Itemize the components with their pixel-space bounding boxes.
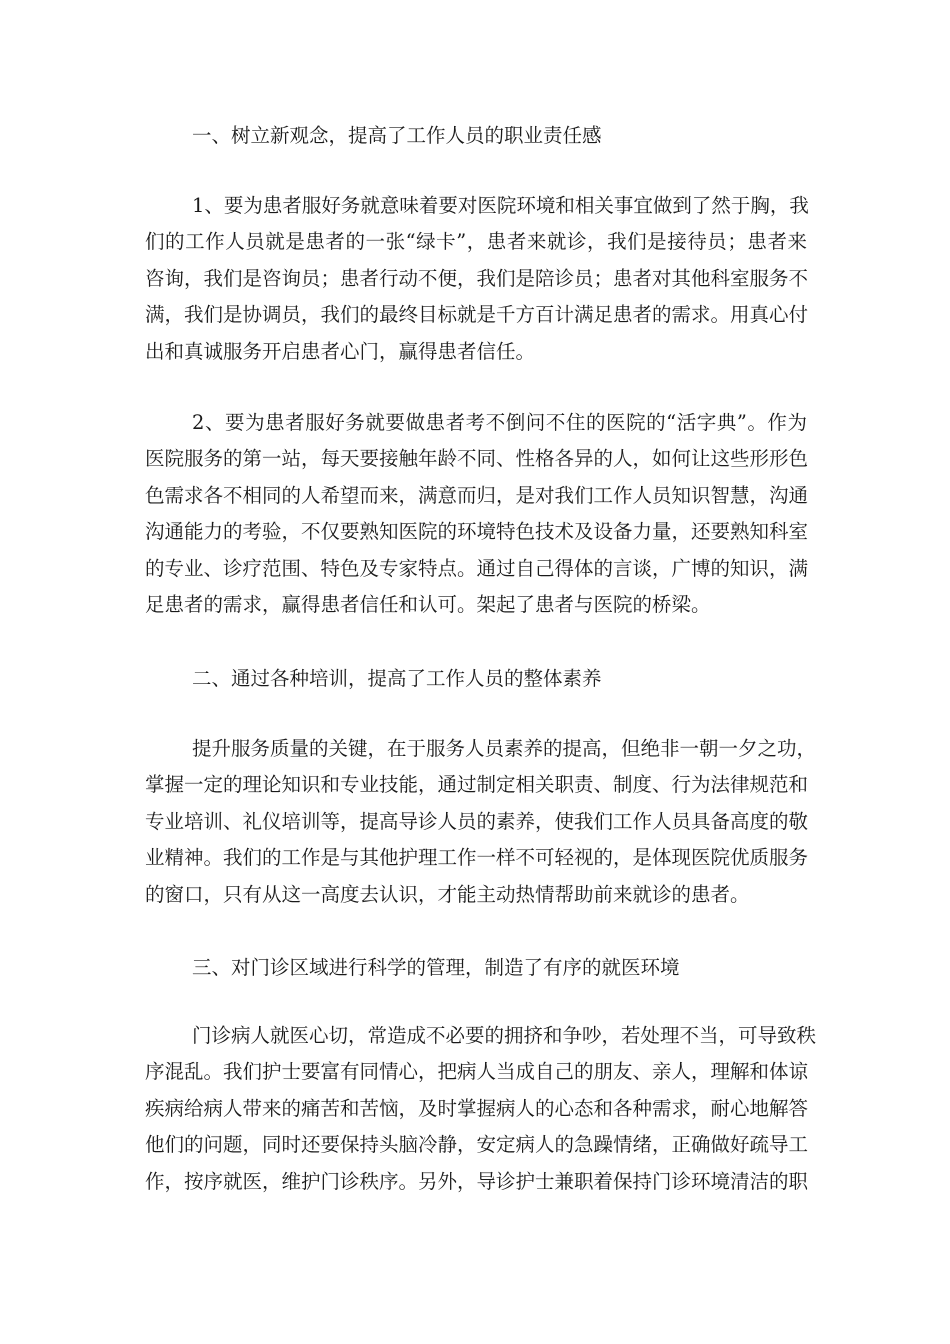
paragraph-line: 满，我们是协调员，我们的最终目标就是千方百计满足患者的需求。用真心付 <box>145 303 809 327</box>
paragraph-line: 色需求各不相同的人希望而来，满意而归，是对我们工作人员知识智慧，沟通 <box>145 483 809 507</box>
paragraph-line: 1、要为患者服好务就意味着要对医院环境和相关事宜做到了然于胸，我 <box>192 194 809 217</box>
paragraph-1-2 <box>145 405 807 623</box>
paragraph-line: 掌握一定的理论知识和专业技能，通过制定相关职责、制度、行为法律规范和 <box>145 773 809 797</box>
paragraph-line: 提升服务质量的关键，在于服务人员素养的提高，但绝非一朝一夕之功， <box>192 737 817 760</box>
paragraph-line: 他们的问题，同时还要保持头脑冷静，安定病人的急躁情绪，正确做好疏导工 <box>145 1133 809 1157</box>
paragraph-line: 们的工作人员就是患者的一张“绿卡”，患者来就诊，我们是接待员；患者来 <box>145 230 807 254</box>
section-heading-2: 二、通过各种培训，提高了工作人员的整体素养 <box>192 667 602 690</box>
paragraph-2-1 <box>145 731 817 913</box>
paragraph-line: 作，按序就医，维护门诊秩序。另外，导诊护士兼职着保持门诊环境清洁的职 <box>145 1169 809 1193</box>
paragraph-line: 的专业、诊疗范围、特色及专家特点。通过自己得体的言谈，广博的知识，满 <box>145 556 809 580</box>
paragraph-line: 咨询，我们是咨询员；患者行动不便，我们是陪诊员；患者对其他科室服务不 <box>145 266 809 290</box>
paragraph-line: 业精神。我们的工作是与其他护理工作一样不可轻视的，是体现医院优质服务 <box>145 846 809 870</box>
paragraph-line: 疾病给病人带来的痛苦和苦恼，及时掌握病人的心态和各种需求，耐心地解答 <box>145 1096 809 1120</box>
paragraph-line: 医院服务的第一站，每天要接触年龄不同、性格各异的人，如何让这些形形色 <box>145 447 809 471</box>
section-heading-3: 三、对门诊区域进行科学的管理，制造了有序的就医环境 <box>192 956 680 979</box>
paragraph-line: 序混乱。我们护士要富有同情心，把病人当成自己的朋友、亲人，理解和体谅 <box>145 1060 809 1084</box>
paragraph-line: 2、要为患者服好务就要做患者考不倒问不住的医院的“活字典”。作为 <box>192 411 807 434</box>
paragraph-line: 门诊病人就医心切，常造成不必要的拥挤和争吵，若处理不当，可导致秩 <box>192 1024 817 1047</box>
paragraph-3-1 <box>145 1018 817 1200</box>
paragraph-line: 的窗口，只有从这一高度去认识，才能主动热情帮助前来就诊的患者。 <box>145 882 750 906</box>
paragraph-line: 出和真诚服务开启患者心门，赢得患者信任。 <box>145 339 536 363</box>
paragraph-line: 专业培训、礼仪培训等，提高导诊人员的素养，使我们工作人员具备高度的敬 <box>145 809 809 833</box>
paragraph-1-1 <box>145 188 807 370</box>
document-page <box>145 0 817 1344</box>
paragraph-line: 足患者的需求，赢得患者信任和认可。架起了患者与医院的桥梁。 <box>145 592 711 616</box>
section-heading-1: 一、树立新观念，提高了工作人员的职业责任感 <box>192 124 602 147</box>
paragraph-line: 沟通能力的考验，不仅要熟知医院的环境特色技术及设备力量，还要熟知科室 <box>145 520 809 544</box>
